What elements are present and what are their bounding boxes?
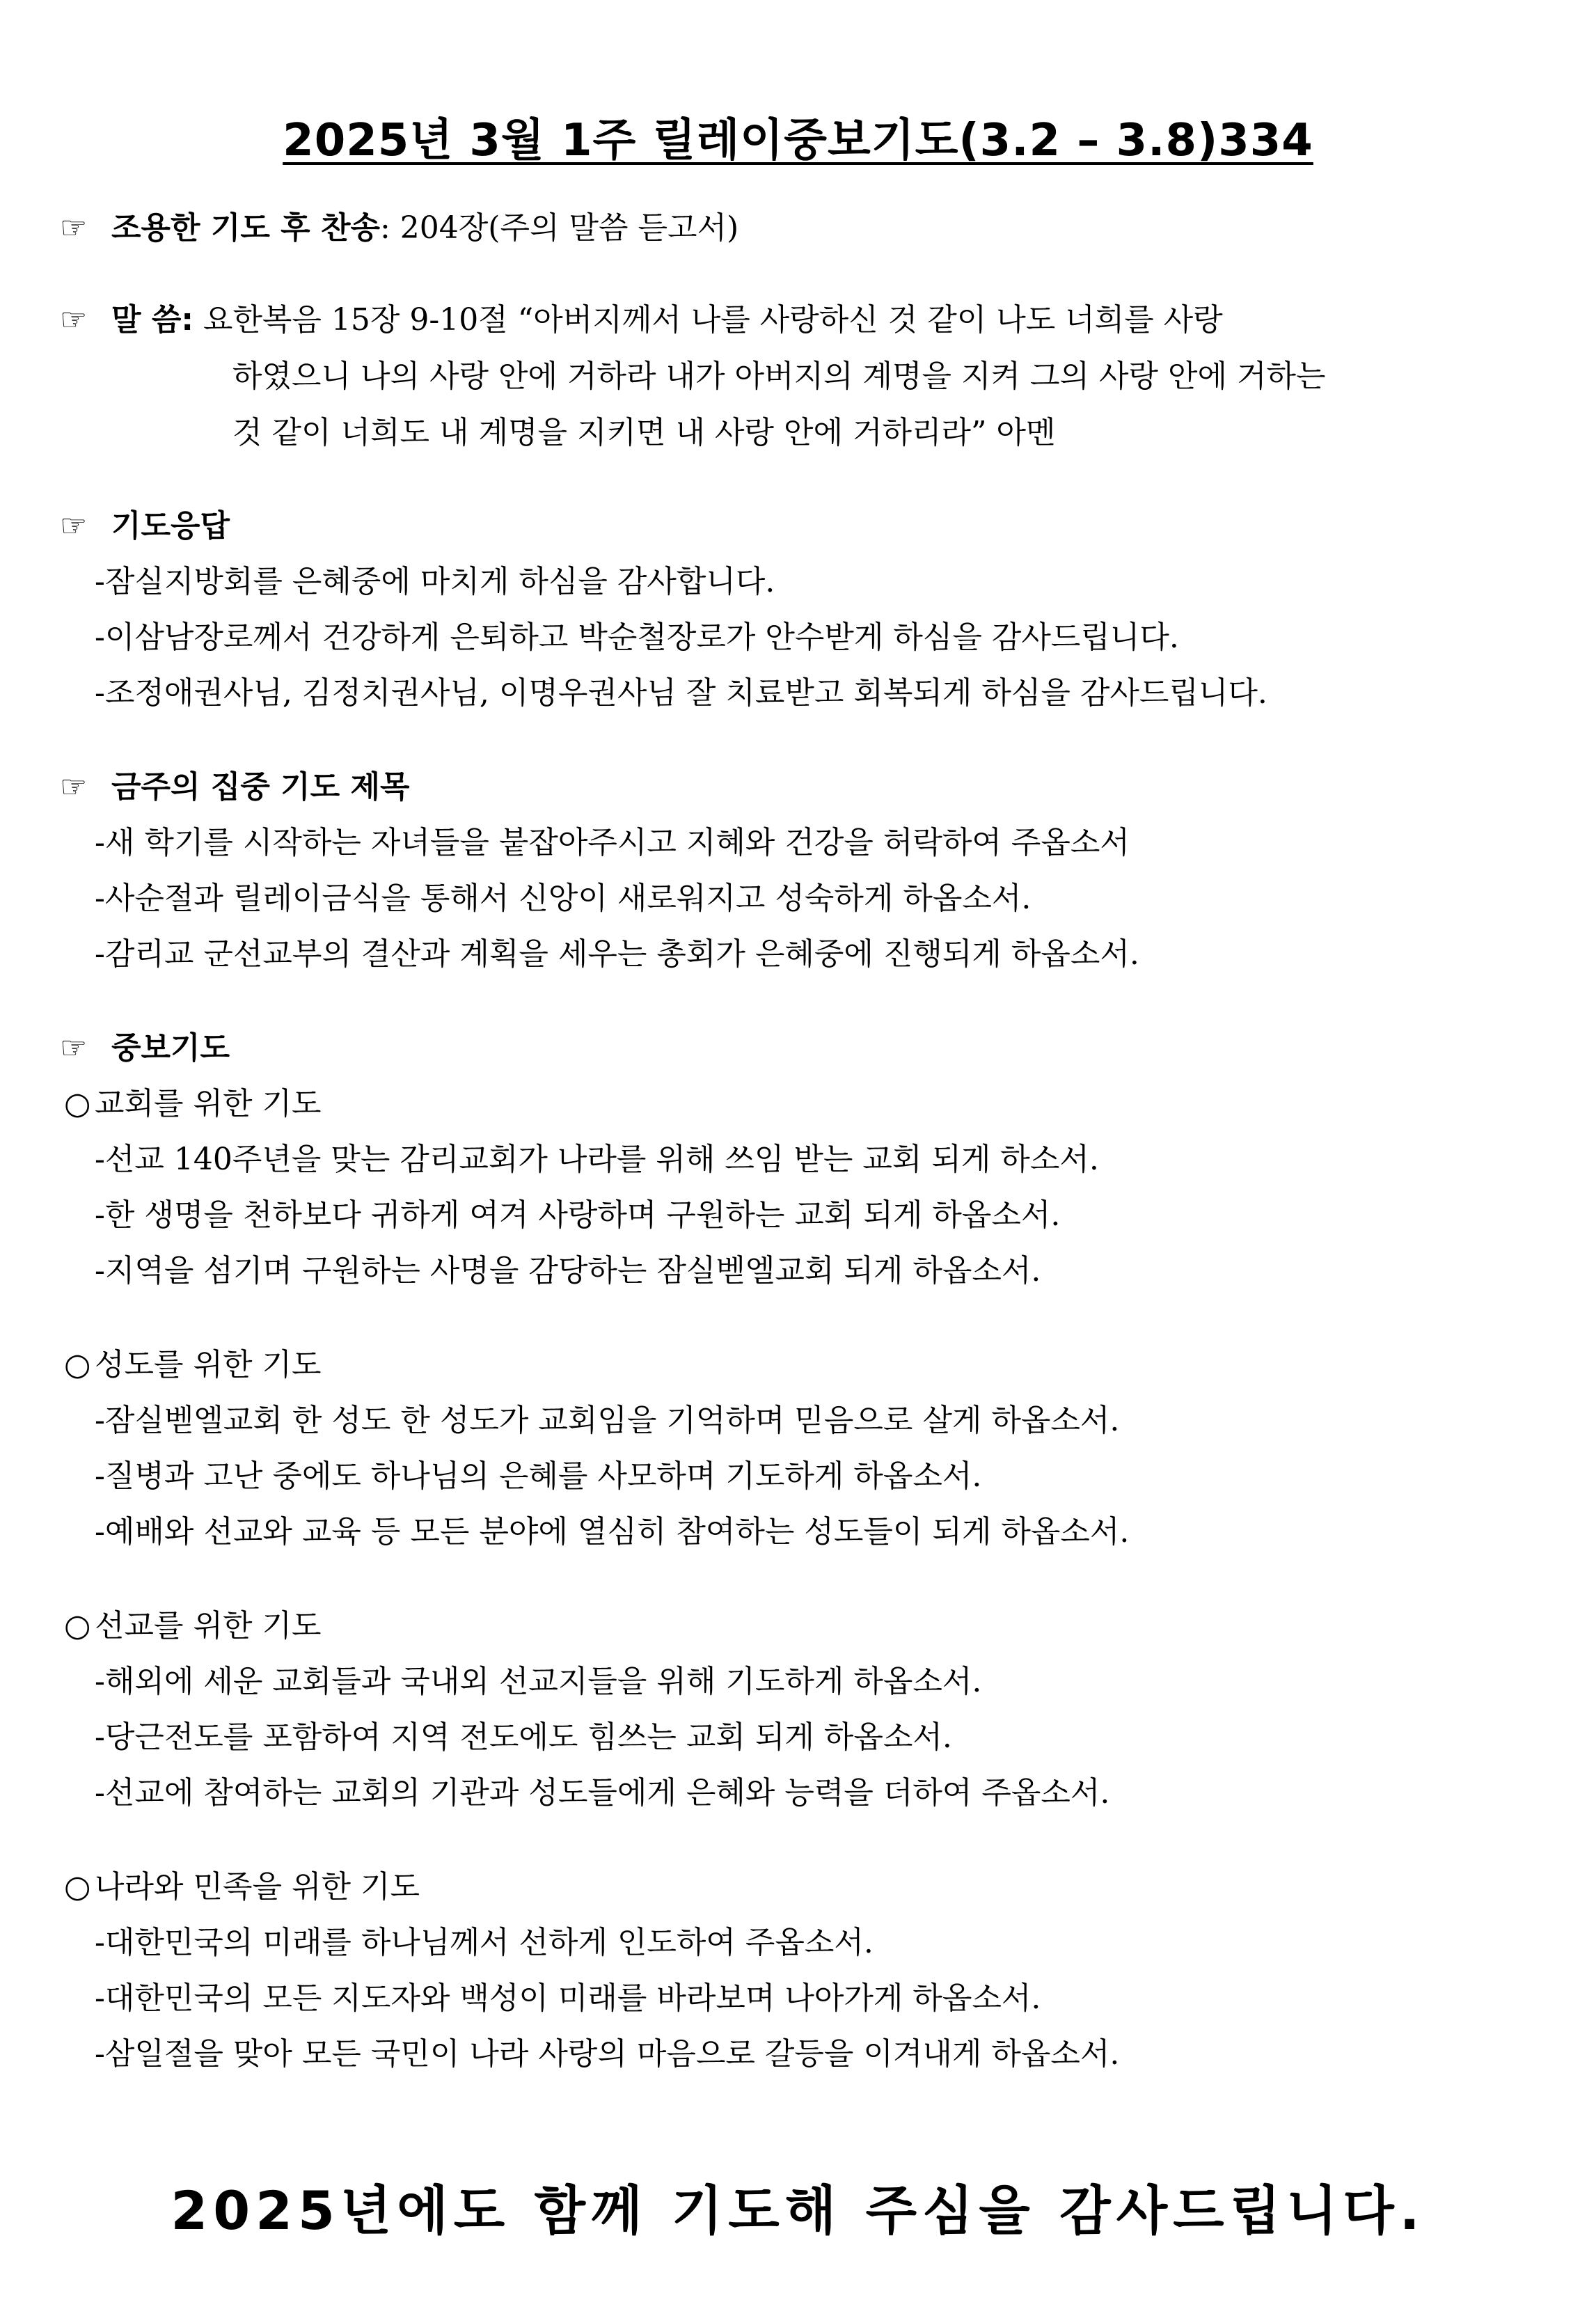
focus-heading [60, 768, 410, 807]
closing-message: 2025년에도 함께 기도해 주심을 감사드립니다. [171, 2180, 1425, 2242]
scripture-text: 요한복음 15장 9-10절 “아버지께서 나를 사랑하신 것 같이 나도 너희를 사랑 [203, 302, 1223, 338]
pointing-hand-icon: ☞ [60, 769, 88, 805]
scripture-line-2: 하였으니 나의 사랑 안에 거하라 내가 아버지의 계명을 지켜 그의 사랑 안에 거하는 [232, 359, 1326, 394]
hymn-label: 조용한 기도 후 찬송 [111, 210, 380, 246]
list-item: -잠실벧엘교회 한 성도 한 성도가 교회임을 기억하며 믿음으로 살게 하옵소서. [95, 1403, 1120, 1438]
intercession-heading-label: 중보기도 [111, 1030, 230, 1066]
intercession-heading [60, 1029, 230, 1068]
hymn-line [60, 209, 738, 248]
list-item: -대한민국의 모든 지도자와 백성이 미래를 바라보며 나아가게 하옵소서. [95, 1980, 1041, 2016]
answers-heading [60, 507, 230, 546]
list-item: -한 생명을 천하보다 귀하게 여겨 사랑하며 구원하는 교회 되게 하옵소서. [95, 1197, 1061, 1233]
prayer-group-title: ○ 선교를 위한 기도 [64, 1607, 322, 1646]
list-item: -예배와 선교와 교육 등 모든 분야에 열심히 참여하는 성도들이 되게 하옵소서. [95, 1514, 1130, 1550]
list-item: -감리교 군선교부의 결산과 계획을 세우는 총회가 은혜중에 진행되게 하옵소서. [95, 936, 1139, 972]
pointing-hand-icon: ☞ [60, 210, 88, 246]
circle-bullet-icon: ○ [64, 1086, 91, 1121]
circle-bullet-icon: ○ [64, 1347, 91, 1382]
list-item: -조정애권사님, 김정치권사님, 이명우권사님 잘 치료받고 회복되게 하심을 감사드립니다. [95, 675, 1267, 711]
circle-bullet-icon: ○ [64, 1869, 91, 1905]
pointing-hand-icon: ☞ [60, 302, 88, 338]
scripture-line-3: 것 같이 너희도 내 계명을 지키면 내 사랑 안에 거하리라” 아멘 [232, 415, 1056, 450]
scripture-line-1 [60, 301, 1223, 340]
scripture-label: 말 씀: [111, 302, 193, 338]
prayer-group-title: ○ 나라와 민족을 위한 기도 [64, 1868, 420, 1907]
list-item: -선교에 참여하는 교회의 기관과 성도들에게 은혜와 능력을 더하여 주옵소서. [95, 1775, 1110, 1811]
list-item: -새 학기를 시작하는 자녀들을 붙잡아주시고 지혜와 건강을 허락하여 주옵소서 [95, 825, 1130, 860]
prayer-group-title: ○ 성도를 위한 기도 [64, 1346, 322, 1385]
pointing-hand-icon: ☞ [60, 1030, 88, 1066]
document-title: 2025년 3월 1주 릴레이중보기도(3.2 – 3.8)334 [283, 115, 1313, 166]
list-item: -잠실지방회를 은혜중에 마치게 하심을 감사합니다. [95, 564, 775, 599]
list-item: -선교 140주년을 맞는 감리교회가 나라를 위해 쓰임 받는 교회 되게 하소서. [95, 1142, 1099, 1177]
prayer-group-title: ○ 교회를 위한 기도 [64, 1085, 322, 1124]
list-item: -해외에 세운 교회들과 국내외 선교지들을 위해 기도하게 하옵소서. [95, 1664, 982, 1699]
list-item: -사순절과 릴레이금식을 통해서 신앙이 새로워지고 성숙하게 하옵소서. [95, 881, 1032, 916]
answers-heading-label: 기도응답 [111, 508, 230, 544]
pointing-hand-icon: ☞ [60, 508, 88, 544]
circle-bullet-icon: ○ [64, 1608, 91, 1644]
list-item: -이삼남장로께서 건강하게 은퇴하고 박순철장로가 안수받게 하심을 감사드립니다. [95, 620, 1179, 655]
list-item: -삼일절을 맞아 모든 국민이 나라 사랑의 마음으로 갈등을 이겨내게 하옵소서. [95, 2036, 1120, 2072]
list-item: -질병과 고난 중에도 하나님의 은혜를 사모하며 기도하게 하옵소서. [95, 1458, 982, 1494]
focus-heading-label: 금주의 집중 기도 제목 [111, 769, 410, 805]
list-item: -당근전도를 포함하여 지역 전도에도 힘쓰는 교회 되게 하옵소서. [95, 1719, 952, 1755]
hymn-value: : 204장(주의 말씀 듣고서) [380, 210, 739, 246]
list-item: -대한민국의 미래를 하나님께서 선하게 인도하여 주옵소서. [95, 1925, 874, 1960]
list-item: -지역을 섬기며 구원하는 사명을 감당하는 잠실벧엘교회 되게 하옵소서. [95, 1253, 1041, 1289]
